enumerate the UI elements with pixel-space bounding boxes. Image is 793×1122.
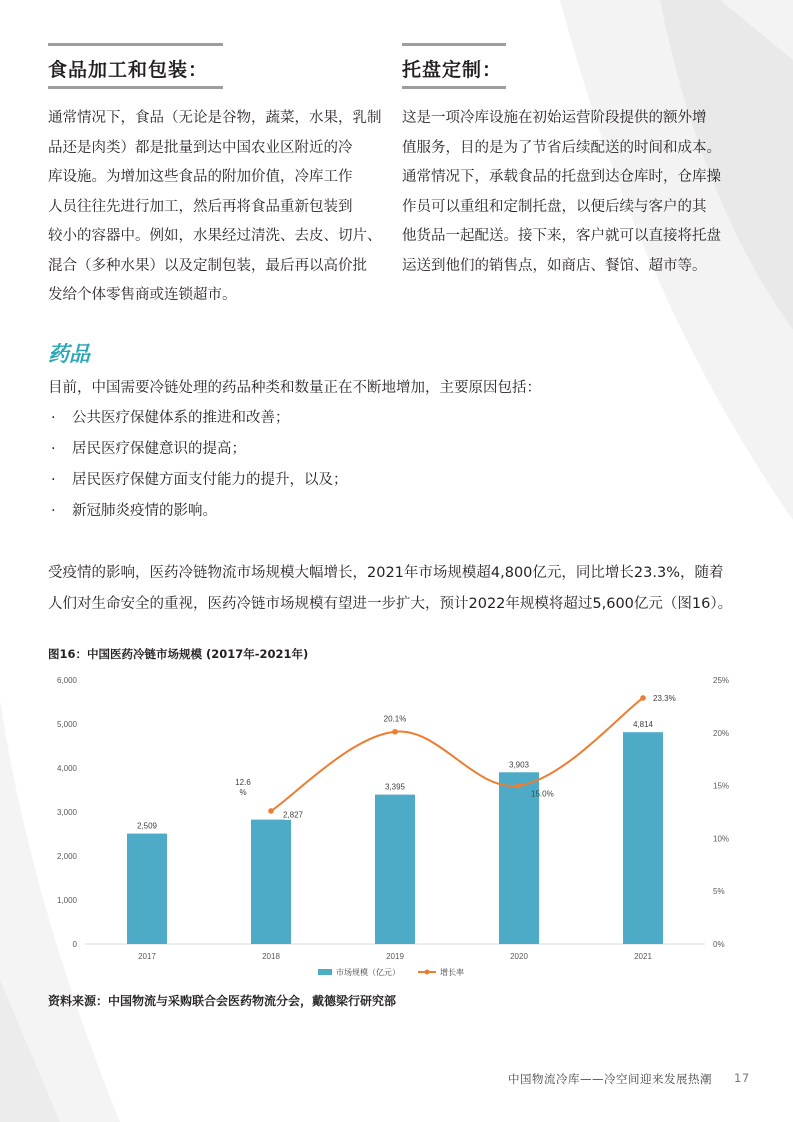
list-item: · 居民医疗保健意识的提高； [51,441,246,457]
section-title-pallet: 托盘定制： [402,43,506,89]
y-tick-label: 1,000 [56,896,77,905]
growth-rate-point [640,695,646,701]
growth-data-label: 20.1% [383,714,407,724]
x-tick-label: 2018 [262,952,280,961]
bar [623,732,663,944]
pallet-paragraph: 这是一项冷库设施在初始运营阶段提供的额外增 值服务，目的是为了节省后续配送的时间和成本。 通常情况下，承载食品的托盘到达仓库时，仓库操 作员可以重组和定制托盘，以便后续与客户的其 他货品一起配送。接下来，客户就可以直接将托盘 运送到他们的销售点，如商店、餐馆、超市等。 [402,110,721,274]
growth-data-label: 15.0% [531,789,554,799]
bar [251,820,291,944]
legend-line-marker [425,970,430,975]
x-tick-label: 2019 [386,952,404,961]
growth-data-label: 12.6 % [235,777,251,797]
page-number: 17 [734,1071,750,1085]
bar-data-label: 2,509 [136,821,158,831]
legend-line-label: 增长率 [440,968,464,977]
page-footer [508,1071,750,1087]
y-tick-label: 4,000 [56,764,77,773]
list-item: · 公共医疗保健体系的推进和改善； [51,410,290,426]
x-tick-label: 2021 [634,952,652,961]
x-tick-label: 2020 [510,952,528,961]
growth-rate-point [268,808,274,814]
y2-tick-label: 25% [713,676,730,685]
food-paragraph: 通常情况下，食品（无论是谷物，蔬菜，水果，乳制 品还是肉类）都是批量到达中国农业区附近的冷 库设施。为增加这些食品的附加价值，冷库工作 人员往往先进行加工，然后再将食品重新包装到 较小的容器中。例如，水果经过清洗、去皮、切片、 混合（多种水果）以及定制包装，最后再以高价批 发给个体零售商或连锁超市。 [48,110,382,303]
list-item: · 新冠肺炎疫情的影响。 [51,503,217,519]
footer-text: 中国物流冷库——冷空间迎来发展热潮 [508,1072,712,1086]
bar-data-label: 3,903 [508,760,530,770]
y2-tick-label: 20% [713,728,730,738]
list-item: · 居民医疗保健方面支付能力的提升，以及； [51,472,348,488]
growth-rate-point [392,729,398,735]
pharma-paragraph: 受疫情的影响，医药冷链物流市场规模大幅增长，2021年市场规模超4,800亿元，同比增长23.3%，随着 人们对生命安全的重视，医药冷链市场规模有望进一步扩大，预计2022年规模将超过5,600亿元（图16）。 [48,565,733,612]
y2-tick-label: 0% [713,940,725,949]
bar-data-label: 3,395 [384,782,406,792]
section-title-food: 食品加工和包装： [48,43,223,89]
y-tick-label: 0 [72,940,77,949]
y2-tick-label: 15% [713,781,730,791]
y-tick-label: 2,000 [56,852,77,861]
bar [127,834,167,944]
growth-data-label: 23.3% [653,693,676,703]
growth-rate-line [271,698,643,811]
figure-source: 资料来源：中国物流与采购联合会医药物流分会，戴德梁行研究部 [48,994,397,1008]
y-tick-label: 6,000 [56,676,77,685]
pharma-bullet-list [48,403,348,527]
legend-bar-swatch [318,969,332,975]
bar-data-label: 4,814 [632,720,654,730]
y2-tick-label: 5% [713,887,725,897]
pharma-intro: 目前，中国需要冷链处理的药品种类和数量正在不断地增加，主要原因包括： [48,380,541,396]
bar [375,795,415,944]
y2-tick-label: 10% [713,834,730,844]
bar-data-label: 2,827 [282,810,304,820]
y-tick-label: 5,000 [56,720,77,729]
x-tick-label: 2017 [138,952,156,961]
y-tick-label: 3,000 [56,808,77,817]
pharma-heading: 药品 [48,342,90,366]
growth-rate-point [516,783,522,789]
market-size-chart [40,668,740,988]
legend-bar-label: 市场规模（亿元） [336,968,400,977]
figure-title: 图16：中国医药冷链市场规模 (2017年-2021年) [48,647,309,661]
